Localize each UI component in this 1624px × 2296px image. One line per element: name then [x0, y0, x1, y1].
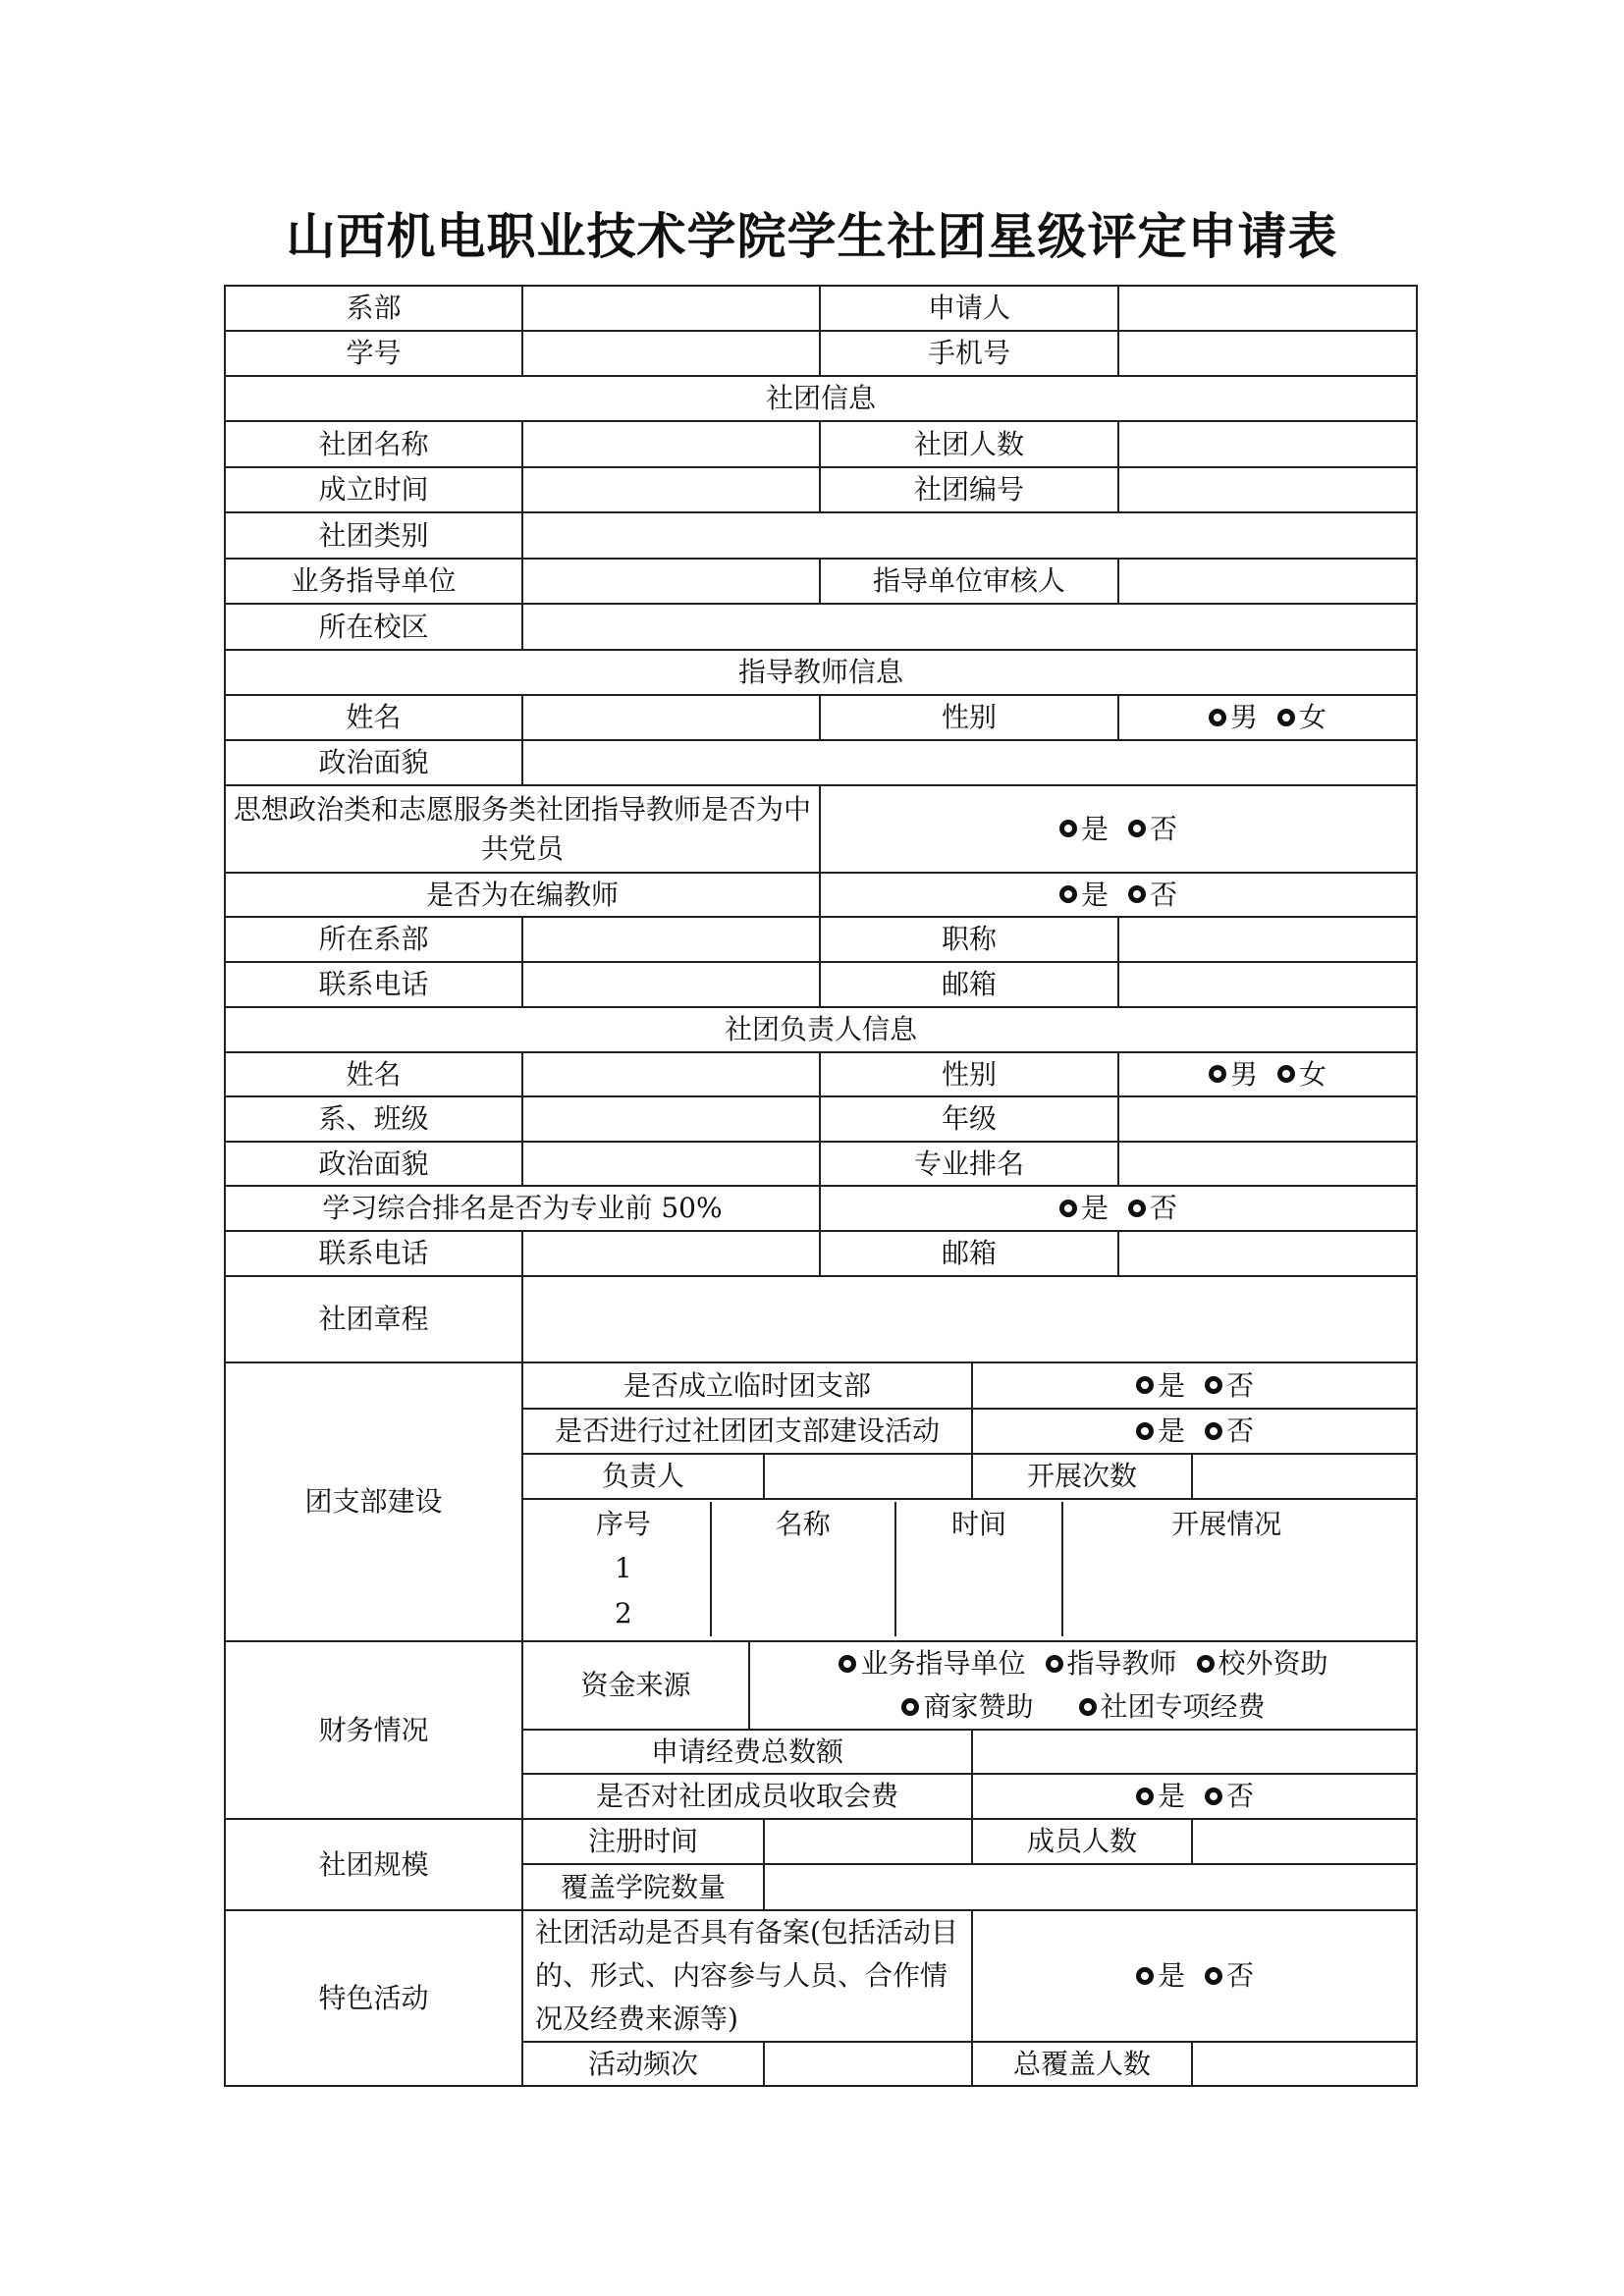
option-sponsor[interactable]: [901, 1685, 1033, 1729]
radio-icon: [1277, 1065, 1295, 1083]
label-department: 系部: [225, 286, 522, 331]
label-staff-question: 是否为在编教师: [225, 873, 820, 917]
label-frequency: 活动频次: [523, 2042, 764, 2085]
label-leader-gender: 性别: [820, 1052, 1118, 1096]
field-activity-name[interactable]: [711, 1591, 895, 1636]
field-club-members[interactable]: [1118, 421, 1417, 467]
field-advisor-phone[interactable]: [522, 962, 820, 1007]
radio-no-label: 否: [1150, 878, 1178, 911]
field-founded[interactable]: [522, 467, 820, 512]
radio-yes-label: 是: [1080, 1192, 1109, 1224]
label-finance: 财务情况: [225, 1641, 522, 1819]
label-founded: 成立时间: [225, 467, 522, 512]
featured-table: [523, 1911, 1417, 2085]
field-league-times[interactable]: [1192, 1454, 1417, 1499]
label-scale: 社团规模: [225, 1819, 522, 1910]
field-guide-unit[interactable]: [522, 559, 820, 604]
radio-yes-label: 是: [1158, 1368, 1186, 1402]
label-league: 团支部建设: [225, 1362, 522, 1641]
label-advisor-name: 姓名: [225, 695, 522, 740]
field-leader-phone[interactable]: [522, 1231, 820, 1276]
radio-yes[interactable]: [1136, 1777, 1185, 1816]
activity-table: [537, 1502, 1389, 1636]
radio-icon: [839, 1655, 856, 1673]
label-charter: 社团章程: [225, 1276, 522, 1362]
label-leader-grade: 年级: [820, 1096, 1118, 1142]
radio-yes-label: 是: [1080, 812, 1109, 845]
option-guide-unit[interactable]: [839, 1642, 1025, 1685]
header-status: 开展情况: [1171, 1507, 1282, 1540]
field-reg-time[interactable]: [764, 1820, 972, 1864]
header-name: 名称: [711, 1502, 895, 1546]
header-time: 时间: [895, 1502, 1063, 1546]
field-leader-political[interactable]: [522, 1142, 820, 1186]
record-options: [972, 1911, 1417, 2042]
option-label: 校外资助: [1218, 1647, 1328, 1680]
option-label: 指导教师: [1066, 1647, 1177, 1680]
label-applicant: 申请人: [820, 286, 1118, 331]
field-charter[interactable]: [522, 1276, 1417, 1362]
radio-icon: [1277, 709, 1295, 726]
radio-yes[interactable]: [1059, 810, 1109, 849]
label-club-no: 社团编号: [820, 467, 1118, 512]
field-campus[interactable]: [522, 604, 1417, 650]
radio-yes[interactable]: [1136, 1956, 1185, 1996]
radio-male-label: 男: [1229, 701, 1258, 733]
scale-block: [522, 1819, 1417, 1910]
option-external[interactable]: [1197, 1642, 1328, 1685]
radio-yes[interactable]: [1059, 1189, 1109, 1228]
radio-icon: [901, 1698, 919, 1716]
radio-icon: [1136, 1422, 1154, 1440]
section-club-info: 社团信息: [225, 376, 1417, 421]
radio-yes-label: 是: [1158, 1959, 1186, 1992]
label-category: 社团类别: [225, 512, 522, 559]
field-applicant[interactable]: [1118, 286, 1417, 331]
label-advisor-email: 邮箱: [820, 962, 1118, 1007]
application-form: [224, 285, 1418, 2087]
field-activity-time[interactable]: [895, 1591, 1063, 1636]
field-student-id[interactable]: [522, 331, 820, 376]
label-club-members: 社团人数: [820, 421, 1118, 467]
radio-icon: [1128, 1200, 1146, 1217]
field-advisor-dept[interactable]: [522, 917, 820, 962]
row-no: 1: [537, 1546, 711, 1591]
advisor-gender-options: [1118, 695, 1417, 740]
field-colleges[interactable]: [764, 1864, 1417, 1909]
radio-no[interactable]: [1128, 876, 1177, 915]
radio-icon: [1128, 820, 1146, 837]
radio-no-label: 否: [1226, 1415, 1255, 1447]
radio-no[interactable]: [1205, 1777, 1254, 1816]
label-league-q1: 是否成立临时团支部: [523, 1363, 972, 1409]
field-club-name[interactable]: [522, 421, 820, 467]
finance-block: [522, 1641, 1417, 1819]
label-club-name: 社团名称: [225, 421, 522, 467]
league-q2-options: [972, 1409, 1417, 1454]
label-phone: 手机号: [820, 331, 1118, 376]
rank-options: [820, 1186, 1417, 1231]
field-coverage[interactable]: [1192, 2042, 1417, 2085]
section-advisor: 指导教师信息: [225, 650, 1417, 695]
radio-icon: [1079, 1698, 1097, 1716]
field-leader-name[interactable]: [522, 1052, 820, 1096]
label-leader-phone: 联系电话: [225, 1231, 522, 1276]
radio-no-label: 否: [1226, 1368, 1255, 1402]
field-member-count[interactable]: [1192, 1820, 1417, 1864]
label-leader-email: 邮箱: [820, 1231, 1118, 1276]
radio-female[interactable]: [1277, 698, 1326, 737]
activity-table-cell: [523, 1499, 1417, 1640]
radio-yes-label: 是: [1158, 1415, 1186, 1447]
radio-no[interactable]: [1128, 1189, 1177, 1228]
field-department[interactable]: [522, 286, 820, 331]
radio-icon: [1205, 1422, 1222, 1440]
option-special-fund[interactable]: [1079, 1685, 1266, 1729]
label-guide-reviewer: 指导单位审核人: [820, 559, 1118, 604]
radio-no[interactable]: [1205, 1366, 1254, 1406]
radio-icon: [1209, 709, 1226, 726]
radio-no-label: 否: [1150, 812, 1178, 845]
label-league-leader: 负责人: [523, 1454, 764, 1499]
field-leader-email[interactable]: [1118, 1231, 1417, 1276]
party-options: [820, 785, 1417, 873]
fee-options: [972, 1774, 1417, 1818]
field-leader-class[interactable]: [522, 1096, 820, 1142]
label-advisor-title: 职称: [820, 917, 1118, 962]
label-leader-class: 系、班级: [225, 1096, 522, 1142]
league-block: [522, 1362, 1417, 1641]
radio-icon: [1205, 1376, 1222, 1394]
radio-icon: [1136, 1376, 1154, 1394]
header-no: 序号: [537, 1502, 711, 1546]
field-leader-grade[interactable]: [1118, 1096, 1417, 1142]
leader-gender-options: [1118, 1052, 1417, 1096]
radio-yes[interactable]: [1136, 1412, 1185, 1451]
radio-male-label: 男: [1229, 1057, 1258, 1091]
field-advisor-title[interactable]: [1118, 917, 1417, 962]
radio-yes[interactable]: [1059, 876, 1109, 915]
radio-icon: [1059, 820, 1077, 837]
field-advisor-email[interactable]: [1118, 962, 1417, 1007]
label-member-count: 成员人数: [972, 1820, 1192, 1864]
label-featured: 特色活动: [225, 1910, 522, 2086]
option-label: 社团专项经费: [1100, 1690, 1266, 1723]
radio-no[interactable]: [1205, 1956, 1254, 1996]
radio-icon: [1209, 1065, 1226, 1083]
label-advisor-political: 政治面貌: [225, 740, 522, 785]
label-party-question: 思想政治类和志愿服务类社团指导教师是否为中共党员: [225, 785, 820, 873]
field-advisor-name[interactable]: [522, 695, 820, 740]
radio-yes-label: 是: [1080, 878, 1109, 911]
radio-icon: [1205, 1967, 1222, 1985]
field-league-leader[interactable]: [764, 1454, 972, 1499]
radio-no[interactable]: [1205, 1412, 1254, 1451]
field-activity-status[interactable]: [1062, 1591, 1389, 1636]
option-label: 商家赞助: [923, 1690, 1034, 1723]
field-phone[interactable]: [1118, 331, 1417, 376]
radio-female-label: 女: [1299, 701, 1327, 733]
label-fund-source: 资金来源: [523, 1642, 749, 1730]
label-colleges: 覆盖学院数量: [523, 1864, 764, 1909]
league-table: [523, 1363, 1417, 1640]
finance-table: [523, 1642, 1417, 1818]
row-no: 2: [537, 1591, 711, 1636]
option-label: 业务指导单位: [860, 1647, 1026, 1680]
radio-female[interactable]: [1277, 1055, 1326, 1095]
label-advisor-gender: 性别: [820, 695, 1118, 740]
field-advisor-political[interactable]: [522, 740, 1417, 785]
radio-icon: [1059, 1200, 1077, 1217]
label-student-id: 学号: [225, 331, 522, 376]
label-total-fund: 申请经费总数额: [523, 1730, 972, 1774]
radio-yes[interactable]: [1136, 1366, 1185, 1406]
radio-no[interactable]: [1128, 810, 1177, 849]
label-leader-name: 姓名: [225, 1052, 522, 1096]
radio-icon: [1059, 885, 1077, 903]
fund-source-options: [749, 1642, 1417, 1730]
radio-no-label: 否: [1226, 1959, 1255, 1992]
field-club-no[interactable]: [1118, 467, 1417, 512]
radio-icon: [1136, 1788, 1154, 1805]
label-reg-time: 注册时间: [523, 1820, 764, 1864]
radio-icon: [1128, 885, 1146, 903]
label-league-times: 开展次数: [972, 1454, 1192, 1499]
option-advisor[interactable]: [1046, 1642, 1177, 1685]
label-record-question: 社团活动是否具有备案(包括活动目的、形式、内容参与人员、合作情况及经费来源等): [523, 1911, 972, 2042]
label-guide-unit: 业务指导单位: [225, 559, 522, 604]
label-campus: 所在校区: [225, 604, 522, 650]
field-category[interactable]: [522, 512, 1417, 559]
label-leader-rank: 专业排名: [820, 1142, 1118, 1186]
label-advisor-phone: 联系电话: [225, 962, 522, 1007]
radio-no-label: 否: [1226, 1780, 1255, 1812]
section-leader: 社团负责人信息: [225, 1007, 1417, 1052]
radio-icon: [1205, 1788, 1222, 1805]
radio-icon: [1046, 1655, 1063, 1673]
field-activity-name[interactable]: [711, 1546, 895, 1591]
field-total-fund[interactable]: [972, 1730, 1417, 1774]
radio-icon: [1197, 1655, 1215, 1673]
radio-no-label: 否: [1150, 1192, 1178, 1224]
radio-male[interactable]: [1209, 698, 1258, 737]
radio-female-label: 女: [1299, 1057, 1327, 1091]
radio-yes-label: 是: [1157, 1780, 1185, 1812]
label-advisor-dept: 所在系部: [225, 917, 522, 962]
scale-table: [523, 1820, 1417, 1909]
staff-options: [820, 873, 1417, 917]
league-q1-options: [972, 1363, 1417, 1409]
label-league-q2: 是否进行过社团团支部建设活动: [523, 1409, 972, 1454]
label-leader-political: 政治面貌: [225, 1142, 522, 1186]
radio-icon: [1136, 1967, 1154, 1985]
label-rank-question: 学习综合排名是否为专业前 50%: [225, 1186, 820, 1231]
radio-male[interactable]: [1209, 1055, 1258, 1095]
label-fee-question: 是否对社团成员收取会费: [523, 1774, 972, 1818]
field-leader-rank[interactable]: [1118, 1142, 1417, 1186]
featured-block: [522, 1910, 1417, 2086]
field-activity-status[interactable]: [1062, 1546, 1389, 1591]
label-coverage: 总覆盖人数: [972, 2042, 1192, 2085]
field-guide-reviewer[interactable]: [1118, 559, 1417, 604]
field-frequency[interactable]: [764, 2042, 972, 2085]
field-activity-time[interactable]: [895, 1546, 1063, 1591]
page-title: 山西机电职业技术学院学生社团星级评定申请表: [286, 207, 1338, 265]
